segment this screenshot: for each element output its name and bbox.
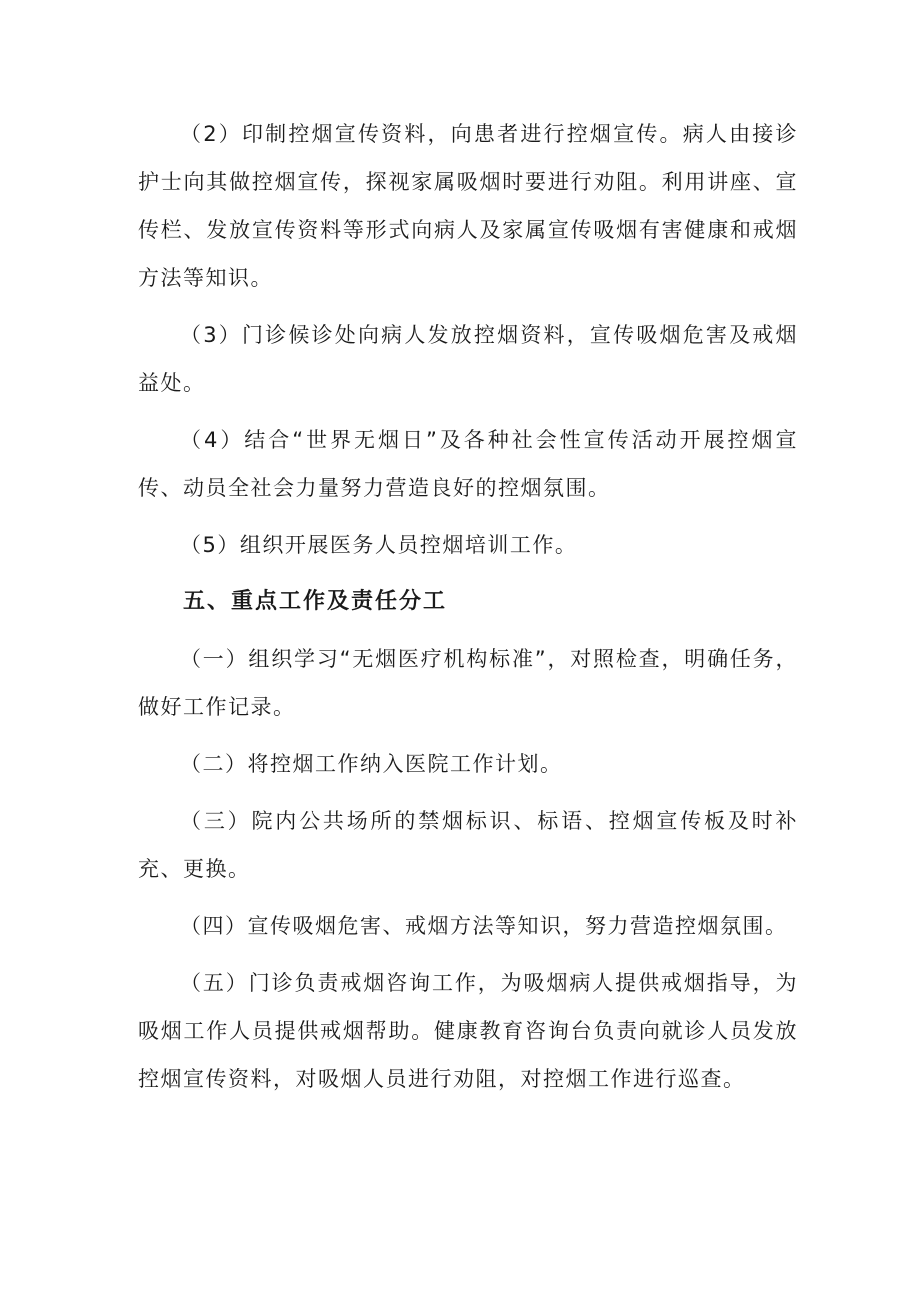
paragraph-item-2: （2）印制控烟宣传资料，向患者进行控烟宣传。病人由接诊护士向其做控烟宣传，探视家属吸烟时要进行劝阻。利用讲座、宣传栏、发放宣传资料等形式向病人及家属宣传吸烟有害健康和戒烟方法等知识。 [138,122,798,290]
section-item-1: （一）组织学习“无烟医疗机构标准”，对照检查，明确任务，做好工作记录。 [138,647,798,719]
section-item-3: （三）院内公共场所的禁烟标识、标语、控烟宣传板及时补充、更换。 [138,809,798,881]
section-item-2: （二）将控烟工作纳入医院工作计划。 [180,752,563,776]
paragraph-item-3: （3）门诊候诊处向病人发放控烟资料，宣传吸烟危害及戒烟益处。 [138,323,798,395]
section-item-4: （四）宣传吸烟危害、戒烟方法等知识，努力营造控烟氛围。 [180,914,788,938]
paragraph-item-5: （5）组织开展医务人员控烟培训工作。 [180,533,578,557]
section-heading: 五、重点工作及责任分工 [183,589,448,614]
section-item-5: （五）门诊负责戒烟咨询工作，为吸烟病人提供戒烟指导，为吸烟工作人员提供戒烟帮助。健康教育咨询台负责向就诊人员发放控烟宣传资料，对吸烟人员进行劝阻，对控烟工作进行巡查。 [138,971,798,1091]
document-body [138,110,798,1112]
paragraph-item-4: （4）结合“世界无烟日”及各种社会性宣传活动开展控烟宣传、动员全社会力量努力营造良好的控烟氛围。 [138,428,798,500]
